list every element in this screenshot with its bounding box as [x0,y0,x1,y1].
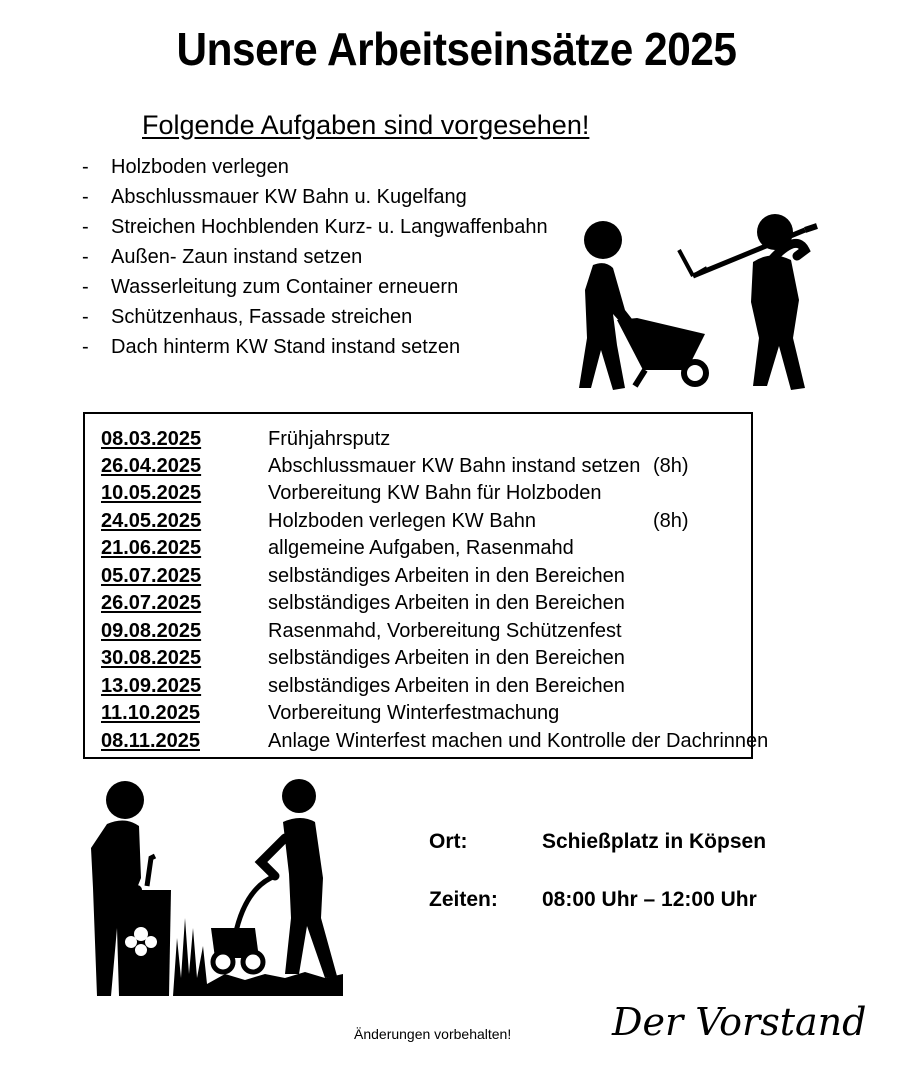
schedule-date: 08.03.2025 [101,428,202,450]
page-subtitle: Folgende Aufgaben sind vorgesehen! [142,110,590,140]
task-dash: - [82,216,89,238]
task-item [82,272,548,302]
schedule-date: 05.07.2025 [101,565,202,587]
place-label: Ort: [429,830,468,853]
schedule-task: Vorbereitung Winterfestmachung [268,702,560,724]
schedule-task: selbständiges Arbeiten in den Bereichen [268,647,625,669]
page-title: Unsere Arbeitseinsätze 2025 [176,23,737,75]
task-item [82,152,548,182]
schedule-task: Anlage Winterfest machen und Kontrolle der Dachrinnen [268,730,769,752]
task-dash: - [82,186,89,208]
schedule-date: 21.06.2025 [101,537,202,559]
task-dash: - [82,306,89,328]
schedule-task: Holzboden verlegen KW Bahn [268,510,536,532]
task-item [82,212,548,242]
schedule-task: selbständiges Arbeiten in den Bereichen [268,675,625,697]
task-text: Wasserleitung zum Container erneuern [111,276,459,298]
schedule-duration: (8h) [653,510,689,532]
schedule-date: 13.09.2025 [101,675,202,697]
time-value: 08:00 Uhr – 12:00 Uhr [542,888,757,911]
schedule-date: 11.10.2025 [101,702,200,724]
task-text: Dach hinterm KW Stand instand setzen [111,336,461,358]
schedule-task: Vorbereitung KW Bahn für Holzboden [268,482,602,504]
workers-trash-lawnmower-icon [85,778,360,1000]
schedule-task: selbständiges Arbeiten in den Bereichen [268,592,625,614]
schedule-date: 30.08.2025 [101,647,202,669]
task-dash: - [82,156,89,178]
schedule-date: 10.05.2025 [101,482,202,504]
task-text: Schützenhaus, Fassade streichen [111,306,413,328]
schedule-task: Abschlussmauer KW Bahn instand setzen [268,455,641,477]
schedule-task: selbständiges Arbeiten in den Bereichen [268,565,625,587]
task-text: Abschlussmauer KW Bahn u. Kugelfang [111,186,467,208]
task-item [82,182,548,212]
schedule-task: allgemeine Aufgaben, Rasenmahd [268,537,574,559]
task-dash: - [82,246,89,268]
changes-note: Änderungen vorbehalten! [354,1026,512,1042]
task-text: Außen- Zaun instand setzen [111,246,363,268]
task-text: Streichen Hochblenden Kurz- u. Langwaffenbahn [111,216,548,238]
place-value: Schießplatz in Köpsen [542,830,767,853]
schedule-date: 08.11.2025 [101,730,200,752]
task-dash: - [82,336,89,358]
workers-wheelbarrow-pickaxe-icon [555,210,830,395]
schedule-date: 26.07.2025 [101,592,202,614]
schedule-table [83,412,769,759]
schedule-date: 09.08.2025 [101,620,202,642]
task-item [82,302,548,332]
schedule-task: Rasenmahd, Vorbereitung Schützenfest [268,620,622,642]
schedule-task: Frühjahrsputz [268,428,391,450]
task-item [82,332,548,362]
schedule-date: 24.05.2025 [101,510,202,532]
signature: Der Vorstand [612,1000,867,1044]
task-item [82,242,548,272]
schedule-date: 26.04.2025 [101,455,202,477]
task-list [82,152,548,362]
schedule-duration: (8h) [653,455,689,477]
task-dash: - [82,276,89,298]
task-text: Holzboden verlegen [111,156,289,178]
time-label: Zeiten: [429,888,498,911]
